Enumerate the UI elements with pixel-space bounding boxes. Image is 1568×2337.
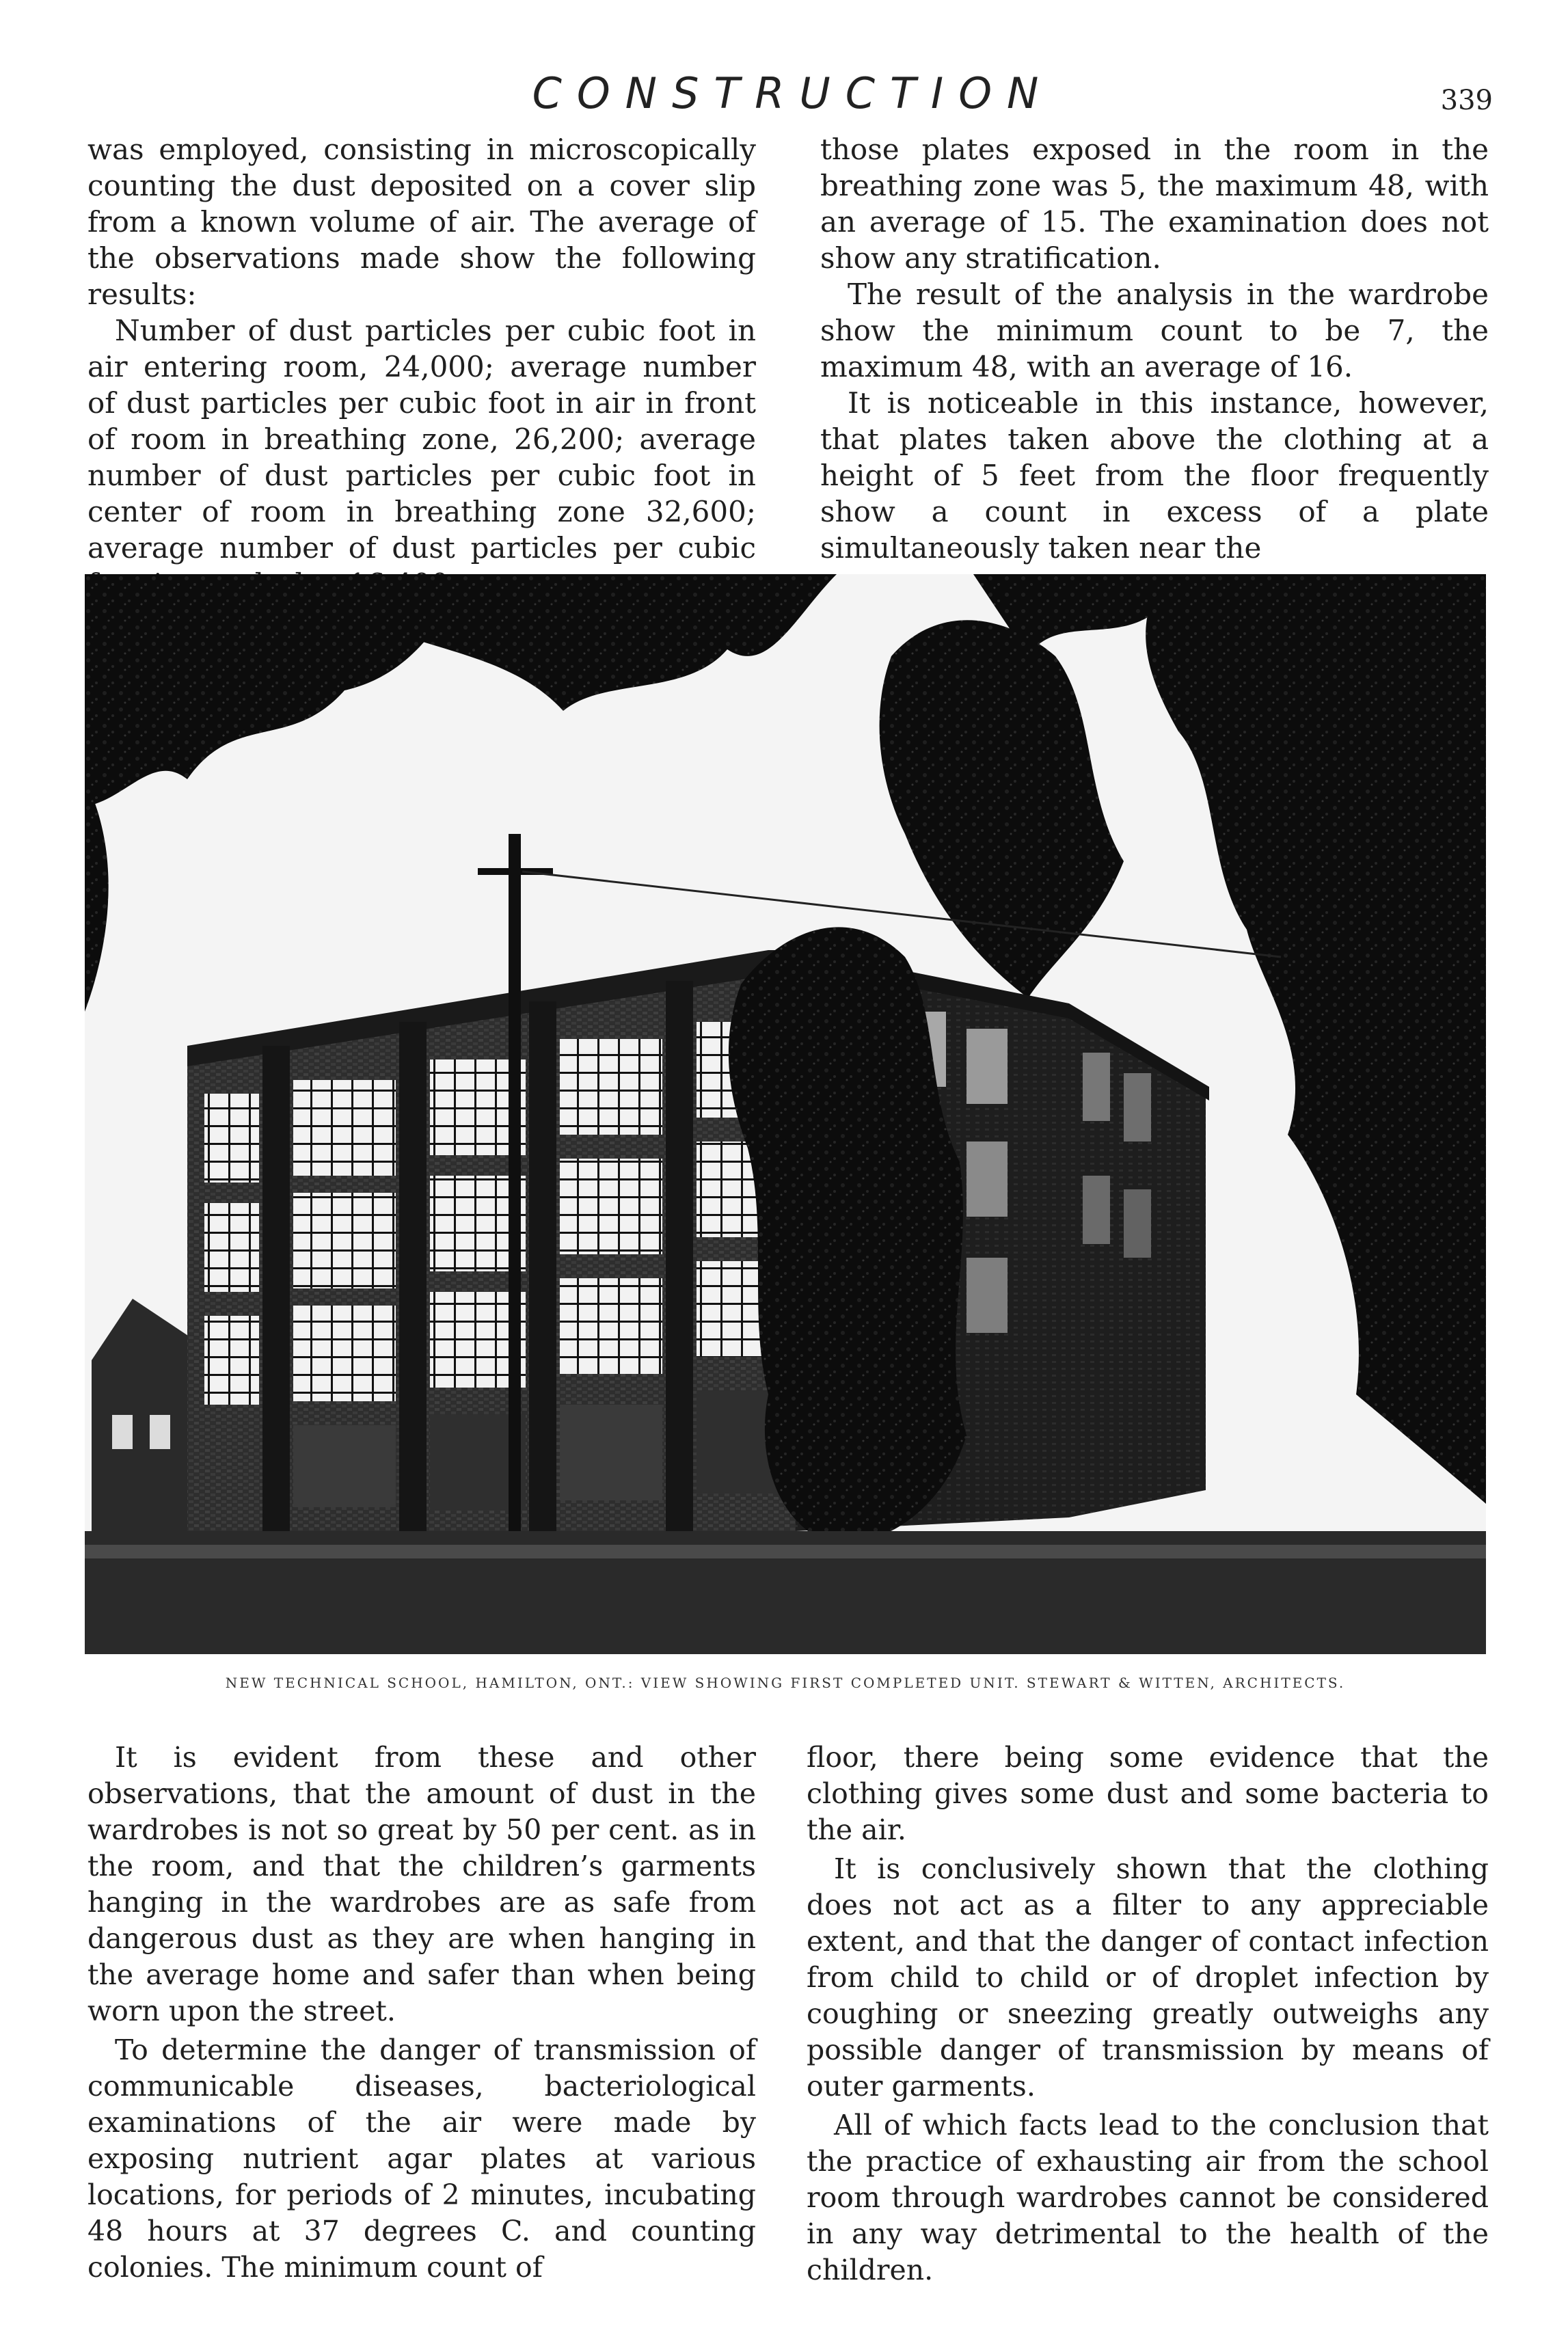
journal-title: CONSTRUCTION bbox=[532, 68, 1054, 118]
column-bottom-left bbox=[87, 1740, 756, 2286]
paragraph: The result of the analysis in the wardrobe show the minimum count to be 7, the maximum 48, with an average of 16. bbox=[820, 278, 1489, 383]
paragraph: floor, there being some evidence that the clothing gives some dust and some bacteria to the air. bbox=[807, 1741, 1489, 1846]
paragraph: It is conclusively shown that the clothing does not act as a filter to any appreciable extent, and that the danger of contact infection from child to child or of droplet infection by coughing or sneezing greatly outweighs any possible danger of transmission by means of outer garments. bbox=[807, 1852, 1489, 2103]
running-head bbox=[0, 68, 1568, 130]
paragraph: All of which facts lead to the conclusion that the practice of exhausting air from the school room through wardrobes cannot be considered in any way detrimental to the health of the children. bbox=[807, 2109, 1489, 2286]
column-bottom-right bbox=[807, 1740, 1489, 2288]
paragraph: those plates exposed in the room in the breathing zone was 5, the maximum 48, with an average of 15. The examination does not show any stratification. bbox=[820, 133, 1489, 275]
paragraph: It is noticeable in this instance, however, that plates taken above the clothing at a height of 5 feet from the floor frequently show a count in excess of a plate simultaneously taken near the bbox=[820, 386, 1489, 565]
photo-caption: NEW TECHNICAL SCHOOL, HAMILTON, ONT.: VIEW SHOWING FIRST COMPLETED UNIT. STEWART & WITTEN, ARCHITECTS. bbox=[225, 1675, 1346, 1691]
building-photograph bbox=[85, 574, 1486, 1654]
school-building-image bbox=[85, 574, 1486, 1654]
paragraph: It is evident from these and other observations, that the amount of dust in the wardrobes is not so great by 50 per cent. as in the room, and that the children’s garments hanging in the wardrobes are as safe from dangerous dust as they are when hanging in the average home and safer than when being worn upon the street. bbox=[87, 1741, 756, 2027]
column-top-left bbox=[87, 131, 756, 602]
paragraph: was employed, consisting in microscopically counting the dust deposited on a cover slip from a known volume of air. The average of the observations made show the following results: bbox=[87, 133, 756, 311]
column-top-right bbox=[820, 131, 1489, 566]
paragraph: To determine the danger of transmission of communicable diseases, bacteriological examinations of the air were made by exposing nutrient agar plates at various locations, for periods of 2 minutes, incubating 48 hours at 37 degrees C. and counting colonies. The minimum count of bbox=[87, 2034, 756, 2284]
page-number: 339 bbox=[1440, 85, 1493, 116]
paragraph: Number of dust particles per cubic foot in air entering room, 24,000; average number of dust particles per cubic foot in air in front of room in breathing zone, 26,200; average number of dust particles per cubic foot in center of room in breathing zone 32,600; average number of dust particles per cubic bbox=[87, 314, 756, 565]
